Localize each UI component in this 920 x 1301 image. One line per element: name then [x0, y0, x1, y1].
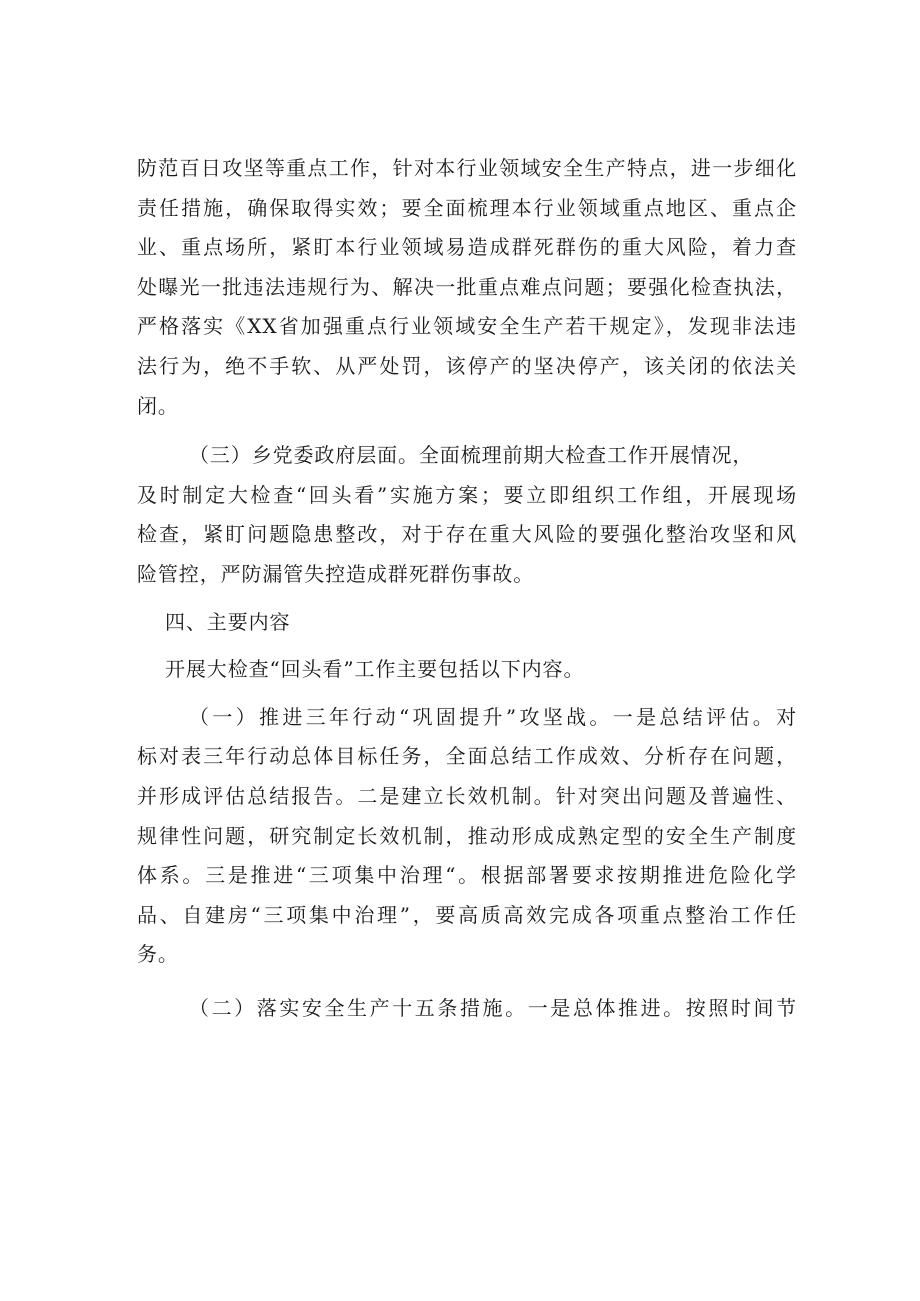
text-line: 检查，紧盯问题隐患整改，对于存在重大风险的要强化整治攻坚和风 [137, 522, 797, 547]
paragraph-dept-measures [137, 149, 797, 426]
paragraph-fifteen-measures [137, 989, 797, 1029]
section-heading: 四、主要内容 [165, 609, 291, 634]
paragraph-intro [137, 650, 797, 690]
paragraph-township-level [137, 436, 797, 594]
text-line: （一）推进三年行动“巩固提升”攻坚战。一是总结评估。对 [189, 704, 797, 729]
text-line: 防范百日攻坚等重点工作，针对本行业领域安全生产特点，进一步细化 [137, 156, 797, 180]
text-line: 务。 [137, 942, 179, 967]
text-line: （三）乡党委政府层面。全面梳理前期大检查工作开展情况， [189, 443, 754, 468]
text-line: 开展大检查“回头看”工作主要包括以下内容。 [165, 657, 585, 682]
text-line: 险管控，严防漏管失控造成群死群伤事故。 [137, 561, 535, 586]
text-line: 法行为，绝不手软、从严处罚，该停产的坚决停产，该关闭的依法关 [137, 353, 797, 378]
document-body [137, 149, 797, 1028]
text-line: （二）落实安全生产十五条措施。一是总体推进。按照时间节 [189, 995, 797, 1020]
text-line: 标对表三年行动总体目标任务，全面总结工作成效、分析存在问题， [137, 744, 797, 769]
text-line: 闭。 [137, 393, 179, 418]
text-line: 严格落实《XX省加强重点行业领域安全生产若干规定》，发现非法违 [137, 314, 797, 339]
text-line: 规律性问题，研究制定长效机制，推动形成成熟定型的安全生产制度 [137, 823, 797, 848]
section-heading-main-content [137, 603, 797, 643]
text-line: 并形成评估总结报告。二是建立长效机制。针对突出问题及普遍性、 [137, 783, 797, 808]
text-line: 责任措施，确保取得实效；要全面梳理本行业领域重点地区、重点企 [137, 195, 797, 220]
text-line: 体系。三是推进“三项集中治理“。根据部署要求按期推进危险化学 [137, 863, 797, 888]
text-line: 及时制定大检查“回头看”实施方案；要立即组织工作组，开展现场 [137, 482, 797, 507]
text-line: 处曝光一批违法违规行为、解决一批重点难点问题；要强化检查执法， [137, 274, 797, 299]
text-line: 品、自建房“三项集中治理”，要高质高效完成各项重点整治工作任 [137, 902, 797, 927]
paragraph-three-year-action [137, 698, 797, 975]
text-line: 业、重点场所，紧盯本行业领域易造成群死群伤的重大风险，着力查 [137, 235, 797, 260]
